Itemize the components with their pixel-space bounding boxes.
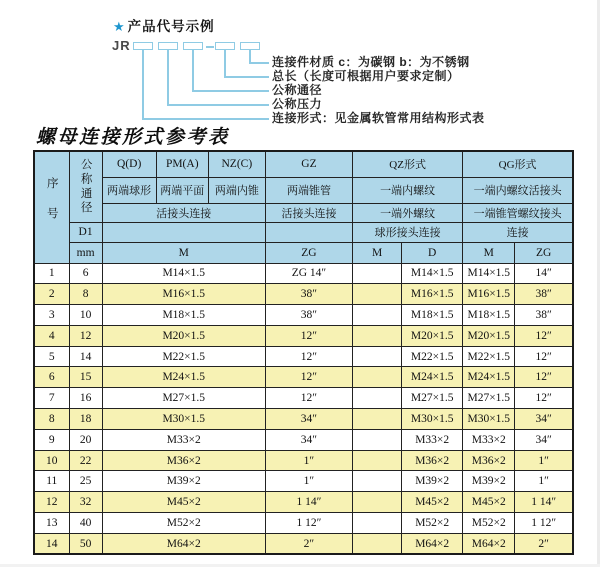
- cell-qz-m: [353, 367, 402, 388]
- header-row-4: [34, 222, 573, 242]
- cell-gz-zg: 1 12″: [265, 513, 352, 534]
- cell-nominal-diameter: 12: [69, 325, 102, 346]
- connector-line-vertical: [224, 50, 226, 76]
- cell-seq: 2: [34, 284, 69, 305]
- cell-qz-d: M45×2: [402, 492, 463, 513]
- cell-qz-d: M27×1.5: [402, 388, 463, 409]
- cell-qz-m: [353, 450, 402, 471]
- cell-qg-zg: 14″: [515, 263, 573, 284]
- code-box-3: [183, 42, 203, 50]
- header-nominal-diameter: 公称通径: [69, 151, 102, 222]
- cell-seq: 8: [34, 409, 69, 430]
- header-qz-desc: 一端内螺纹: [353, 177, 463, 203]
- cell-m-thread: M20×1.5: [102, 325, 265, 346]
- cell-gz-zg: 12″: [265, 388, 352, 409]
- table-row: [34, 367, 573, 388]
- connector-line-horizontal: [167, 104, 269, 106]
- header-unit-m3: M: [463, 242, 515, 263]
- table-body: [34, 263, 573, 554]
- cell-qz-m: [353, 533, 402, 554]
- table-row: [34, 305, 573, 326]
- cell-nominal-diameter: 22: [69, 450, 102, 471]
- header-pma-desc: 两端平面: [156, 177, 208, 203]
- cell-qz-m: [353, 429, 402, 450]
- header-union-connection: 活接头连接: [102, 203, 265, 222]
- cell-qg-zg: 12″: [515, 388, 573, 409]
- cell-gz-zg: 1″: [265, 450, 352, 471]
- cell-qz-m: [353, 346, 402, 367]
- header-qg-taper-joint: 一端锥管螺纹接头: [463, 203, 573, 222]
- cell-seq: 5: [34, 346, 69, 367]
- cell-qz-m: [353, 409, 402, 430]
- cell-qz-m: [353, 513, 402, 534]
- cell-m-thread: M30×1.5: [102, 409, 265, 430]
- cell-qg-zg: 38″: [515, 284, 573, 305]
- table-row: [34, 471, 573, 492]
- diagram-heading-text: 产品代号示例: [127, 19, 215, 34]
- cell-seq: 1: [34, 263, 69, 284]
- cell-qz-m: [353, 305, 402, 326]
- cell-qz-d: M30×1.5: [402, 409, 463, 430]
- cell-qg-m: M22×1.5: [463, 346, 515, 367]
- code-box-5: [240, 42, 260, 50]
- cell-qg-zg: 1″: [515, 450, 573, 471]
- cell-qz-d: M36×2: [402, 450, 463, 471]
- connector-line-horizontal: [142, 118, 269, 120]
- diagram-heading: [113, 15, 215, 35]
- header-col-gz: GZ: [265, 151, 352, 177]
- cell-nominal-diameter: 32: [69, 492, 102, 513]
- table-row: [34, 450, 573, 471]
- cell-m-thread: M24×1.5: [102, 367, 265, 388]
- code-dash: [206, 46, 214, 48]
- cell-qg-m: M39×2: [463, 471, 515, 492]
- cell-nominal-diameter: 20: [69, 429, 102, 450]
- diagram-label-connection: 连接形式：见金属软管常用结构形式表: [272, 111, 485, 125]
- cell-gz-zg: 1 14″: [265, 492, 352, 513]
- header-gz-union-connection: 活接头连接: [265, 203, 352, 222]
- header-row-5: [34, 242, 573, 263]
- header-qz-ball-joint: 球形接头连接: [353, 222, 463, 242]
- cell-qz-m: [353, 388, 402, 409]
- cell-gz-zg: 12″: [265, 325, 352, 346]
- header-unit-m1: M: [102, 242, 265, 263]
- header-empty-1: [102, 222, 265, 242]
- cell-gz-zg: 1″: [265, 471, 352, 492]
- cell-qg-zg: 38″: [515, 305, 573, 326]
- cell-m-thread: M39×2: [102, 471, 265, 492]
- cell-nominal-diameter: 14: [69, 346, 102, 367]
- cell-gz-zg: 2″: [265, 533, 352, 554]
- cell-qg-m: M18×1.5: [463, 305, 515, 326]
- cell-m-thread: M22×1.5: [102, 346, 265, 367]
- cell-qz-d: M14×1.5: [402, 263, 463, 284]
- cell-nominal-diameter: 6: [69, 263, 102, 284]
- cell-qg-zg: 2″: [515, 533, 573, 554]
- cell-seq: 13: [34, 513, 69, 534]
- code-box-2: [158, 42, 178, 50]
- cell-gz-zg: 12″: [265, 367, 352, 388]
- cell-gz-zg: 34″: [265, 429, 352, 450]
- header-unit-m2: M: [353, 242, 402, 263]
- cell-qz-m: [353, 325, 402, 346]
- cell-m-thread: M18×1.5: [102, 305, 265, 326]
- cell-nominal-diameter: 8: [69, 284, 102, 305]
- cell-qg-m: M20×1.5: [463, 325, 515, 346]
- cell-qz-m: [353, 471, 402, 492]
- header-d1: D1: [69, 222, 102, 242]
- nut-connection-reference-table: [33, 150, 574, 555]
- cell-nominal-diameter: 18: [69, 409, 102, 430]
- cell-qg-zg: 12″: [515, 367, 573, 388]
- cell-m-thread: M64×2: [102, 533, 265, 554]
- cell-qg-m: M24×1.5: [463, 367, 515, 388]
- table-row: [34, 429, 573, 450]
- cell-qz-m: [353, 284, 402, 305]
- cell-qz-d: M24×1.5: [402, 367, 463, 388]
- cell-gz-zg: ZG 14″: [265, 263, 352, 284]
- cell-seq: 14: [34, 533, 69, 554]
- cell-qg-zg: 12″: [515, 325, 573, 346]
- cell-gz-zg: 38″: [265, 284, 352, 305]
- cell-seq: 6: [34, 367, 69, 388]
- header-col-nzc: NZ(C): [208, 151, 265, 177]
- cell-m-thread: M45×2: [102, 492, 265, 513]
- cell-seq: 12: [34, 492, 69, 513]
- header-col-qd: Q(D): [102, 151, 156, 177]
- cell-seq: 11: [34, 471, 69, 492]
- cell-m-thread: M14×1.5: [102, 263, 265, 284]
- cell-qg-m: M52×2: [463, 513, 515, 534]
- cell-qz-m: [353, 263, 402, 284]
- cell-qg-m: M30×1.5: [463, 409, 515, 430]
- cell-nominal-diameter: 40: [69, 513, 102, 534]
- header-qz-external-thread: 一端外螺纹: [353, 203, 463, 222]
- cell-qz-d: M64×2: [402, 533, 463, 554]
- cell-seq: 7: [34, 388, 69, 409]
- header-col-qz: QZ形式: [353, 151, 463, 177]
- code-box-4: [215, 42, 235, 50]
- header-row-3: [34, 203, 573, 222]
- table-row: [34, 346, 573, 367]
- cell-m-thread: M16×1.5: [102, 284, 265, 305]
- header-empty-2: [265, 222, 352, 242]
- table-row: [34, 388, 573, 409]
- star-icon: ★: [113, 19, 126, 34]
- cell-m-thread: M52×2: [102, 513, 265, 534]
- header-seq: 序号: [34, 151, 69, 263]
- cell-seq: 3: [34, 305, 69, 326]
- table-row: [34, 533, 573, 554]
- header-unit-zg1: ZG: [265, 242, 352, 263]
- connector-line-horizontal: [192, 90, 269, 92]
- diagram-label-material: 连接件材质 c：为碳钢 b：为不锈钢: [272, 55, 470, 69]
- cell-seq: 4: [34, 325, 69, 346]
- cell-gz-zg: 34″: [265, 409, 352, 430]
- cell-nominal-diameter: 15: [69, 367, 102, 388]
- connector-line-vertical: [167, 50, 169, 104]
- cell-qz-d: M33×2: [402, 429, 463, 450]
- page-title: 螺母连接形式参考表: [36, 127, 230, 148]
- cell-qg-m: M27×1.5: [463, 388, 515, 409]
- header-nzc-desc: 两端内锥: [208, 177, 265, 203]
- cell-nominal-diameter: 10: [69, 305, 102, 326]
- cell-qg-zg: 12″: [515, 346, 573, 367]
- cell-gz-zg: 38″: [265, 305, 352, 326]
- cell-qz-d: M22×1.5: [402, 346, 463, 367]
- cell-qz-d: M52×2: [402, 513, 463, 534]
- cell-qg-zg: 34″: [515, 409, 573, 430]
- header-unit-d: D: [402, 242, 463, 263]
- header-row-1: [34, 151, 573, 177]
- code-prefix: JR: [112, 38, 131, 53]
- cell-qz-d: M16×1.5: [402, 284, 463, 305]
- diagram-label-diameter: 公称通径: [272, 83, 323, 97]
- cell-qg-zg: 1″: [515, 471, 573, 492]
- cell-qg-m: M64×2: [463, 533, 515, 554]
- table-row: [34, 263, 573, 284]
- table-row: [34, 492, 573, 513]
- cell-qg-zg: 1 14″: [515, 492, 573, 513]
- cell-seq: 9: [34, 429, 69, 450]
- table-row: [34, 284, 573, 305]
- cell-qz-m: [353, 492, 402, 513]
- header-row-2: [34, 177, 573, 203]
- header-col-pma: PM(A): [156, 151, 208, 177]
- code-box-1: [133, 42, 153, 50]
- diagram-label-length: 总长（长度可根据用户要求定制）: [272, 69, 460, 83]
- diagram-label-pressure: 公称压力: [272, 97, 323, 111]
- connector-line-horizontal: [224, 76, 269, 78]
- cell-qg-m: M33×2: [463, 429, 515, 450]
- cell-qz-d: M39×2: [402, 471, 463, 492]
- cell-m-thread: M36×2: [102, 450, 265, 471]
- connector-line-vertical: [249, 50, 251, 62]
- cell-qg-m: M36×2: [463, 450, 515, 471]
- table-row: [34, 513, 573, 534]
- cell-qg-zg: 1 12″: [515, 513, 573, 534]
- cell-qg-m: M45×2: [463, 492, 515, 513]
- cell-m-thread: M33×2: [102, 429, 265, 450]
- cell-nominal-diameter: 25: [69, 471, 102, 492]
- header-unit-zg2: ZG: [515, 242, 573, 263]
- cell-nominal-diameter: 16: [69, 388, 102, 409]
- header-qd-desc: 两端球形: [102, 177, 156, 203]
- cell-qz-d: M20×1.5: [402, 325, 463, 346]
- connector-line-vertical: [142, 50, 144, 118]
- cell-qg-zg: 34″: [515, 429, 573, 450]
- cell-nominal-diameter: 50: [69, 533, 102, 554]
- cell-seq: 10: [34, 450, 69, 471]
- connector-line-horizontal: [249, 62, 269, 64]
- cell-m-thread: M27×1.5: [102, 388, 265, 409]
- table-row: [34, 409, 573, 430]
- cell-qz-d: M18×1.5: [402, 305, 463, 326]
- connector-line-vertical: [192, 50, 194, 90]
- cell-qg-m: M14×1.5: [463, 263, 515, 284]
- table-row: [34, 325, 573, 346]
- header-qg-connection: 连接: [463, 222, 573, 242]
- cell-gz-zg: 12″: [265, 346, 352, 367]
- header-qg-desc: 一端内螺纹活接头: [463, 177, 573, 203]
- cell-qg-m: M16×1.5: [463, 284, 515, 305]
- header-mm: mm: [69, 242, 102, 263]
- header-gz-desc: 两端锥管: [265, 177, 352, 203]
- header-col-qg: QG形式: [463, 151, 573, 177]
